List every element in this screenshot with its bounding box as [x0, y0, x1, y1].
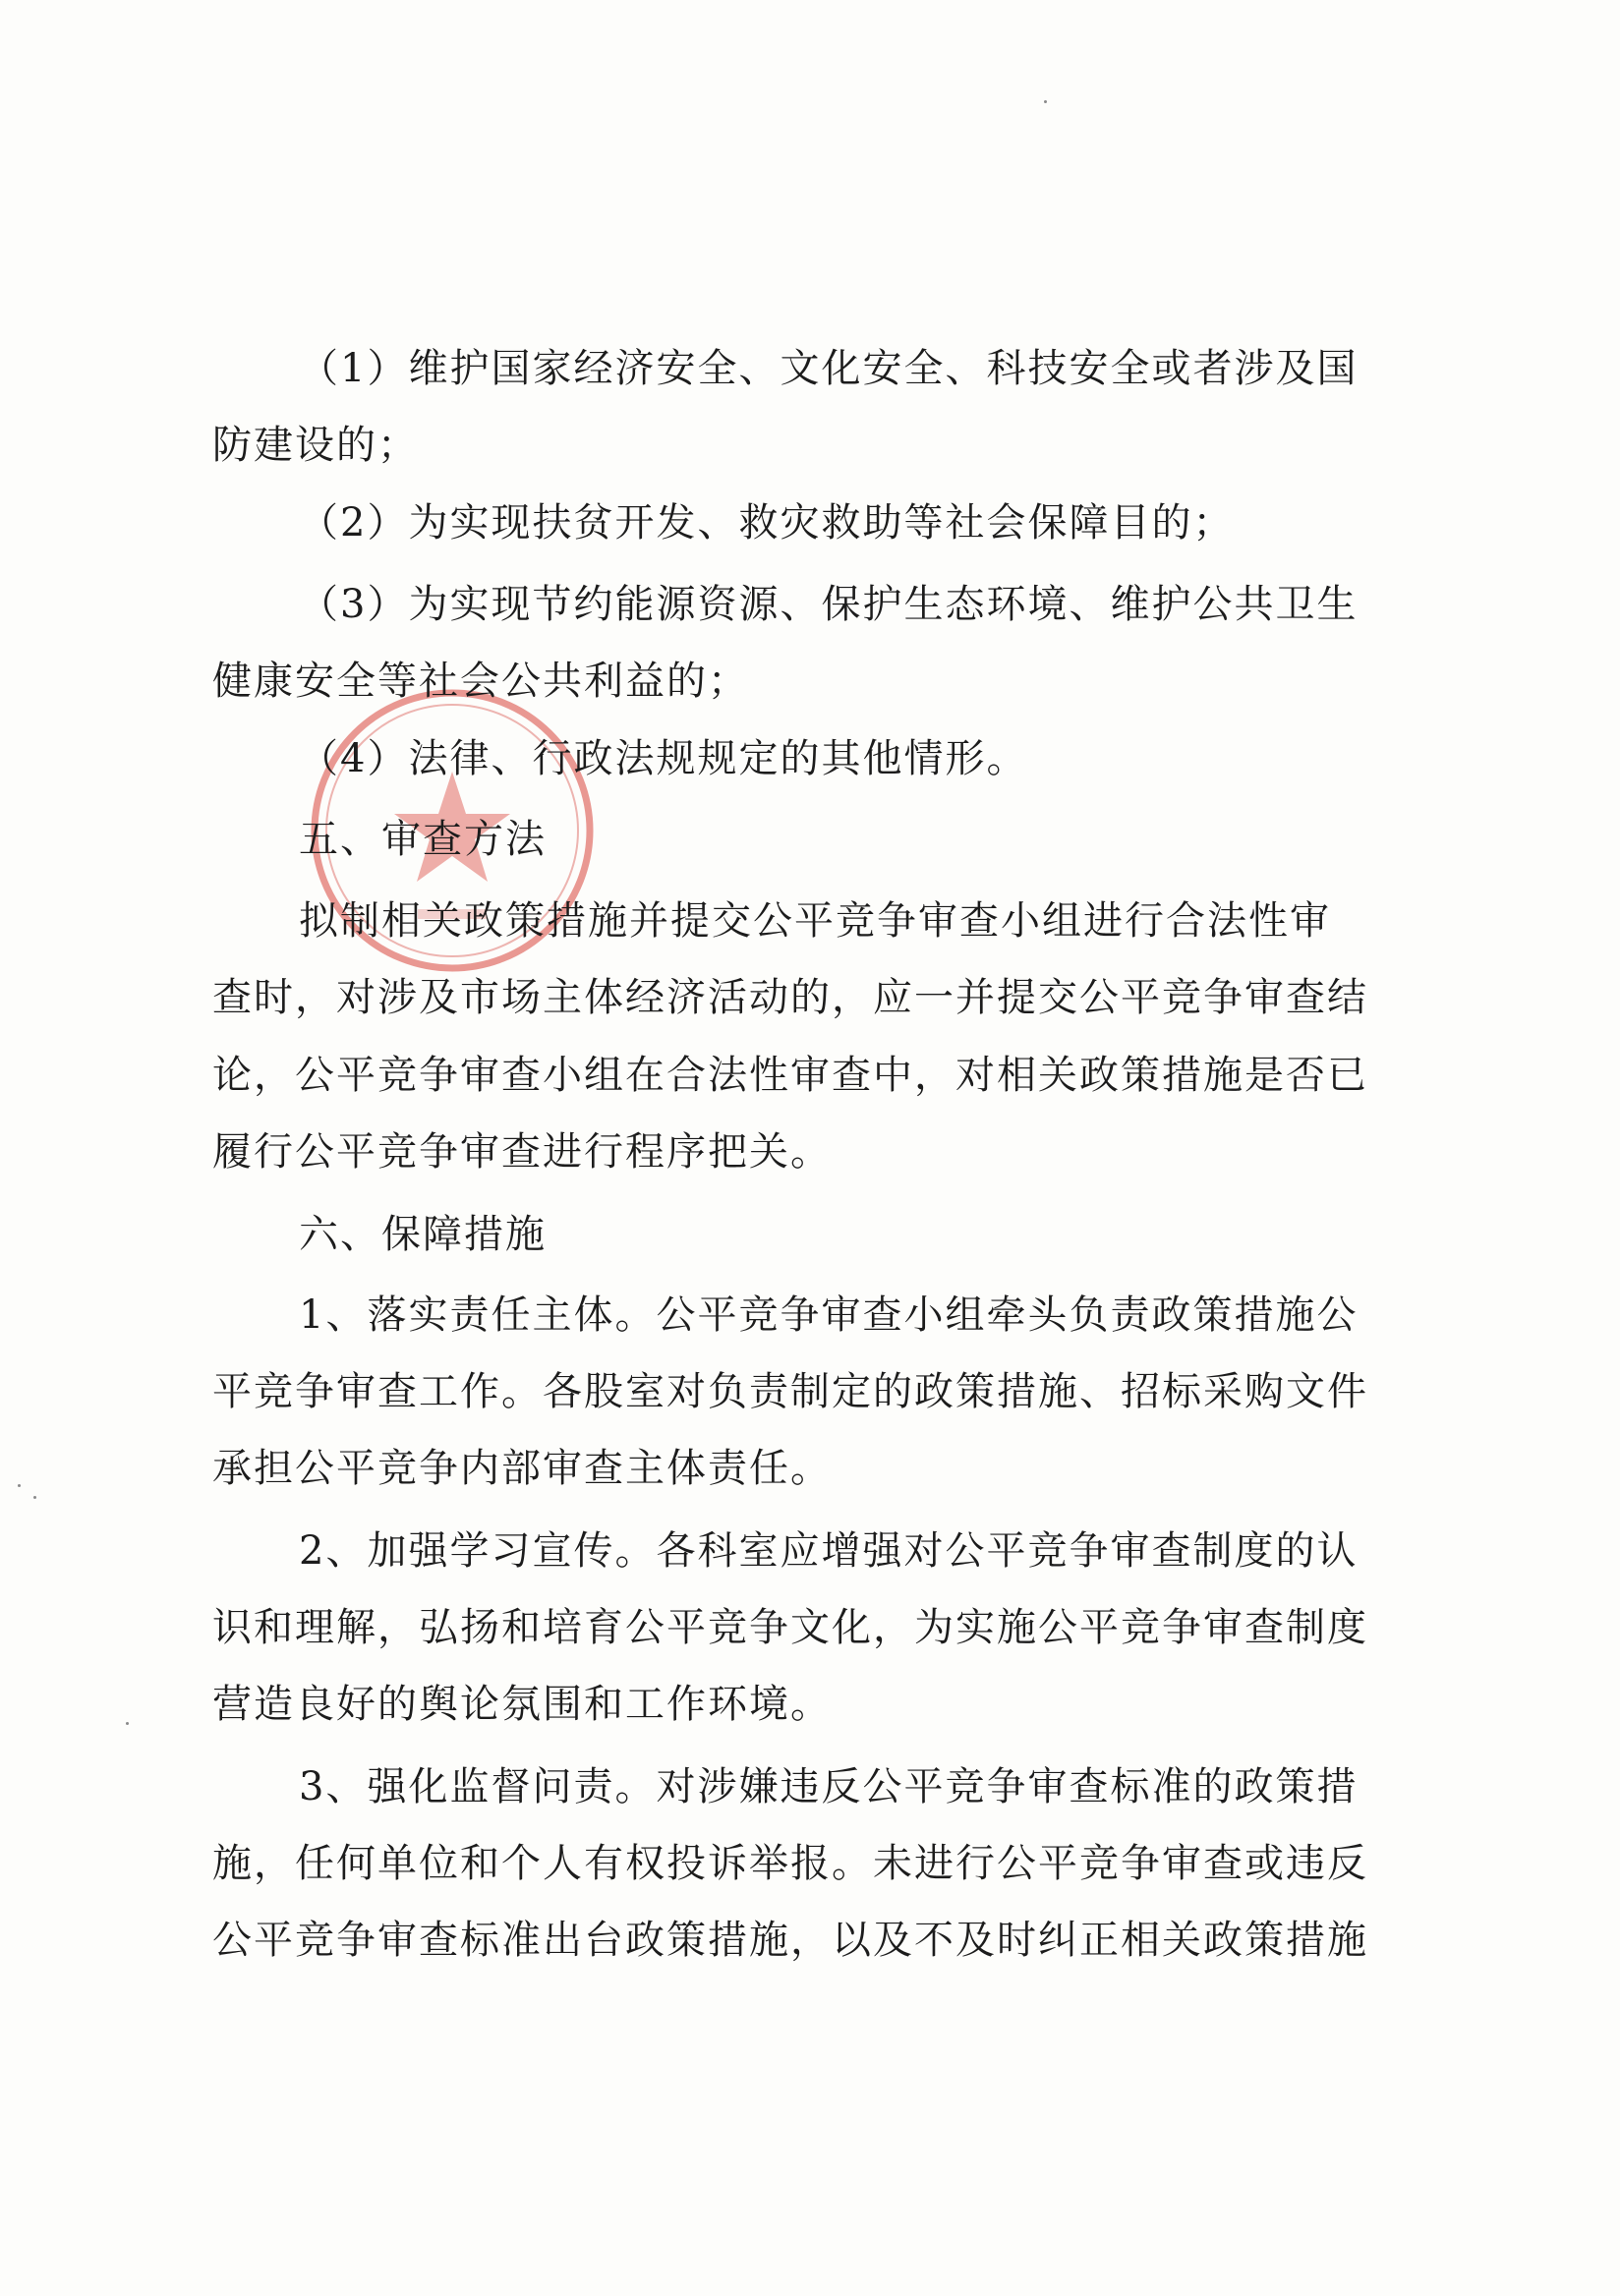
paragraph-line: 公平竞争审查标准出台政策措施，以及不及时纠正相关政策措施: [212, 1918, 1368, 1963]
paragraph-line: 施，任何单位和个人有权投诉举报。未进行公平竞争审查或违反: [212, 1841, 1368, 1886]
body-text: [212, 0, 1412, 2296]
paragraph-line: 3、强化监督问责。对涉嫌违反公平竞争审查标准的政策措: [299, 1764, 1359, 1809]
paragraph-line: 承担公平竞争内部审查主体责任。: [212, 1446, 832, 1491]
paragraph-line: 健康安全等社会公共利益的；: [212, 659, 749, 704]
paragraph-line: 查时，对涉及市场主体经济活动的，应一并提交公平竞争审查结: [212, 975, 1368, 1020]
scan-speck: [1044, 100, 1047, 103]
paragraph-line: 2、加强学习宣传。各科室应增强对公平竞争审查制度的认: [299, 1528, 1359, 1574]
paragraph-line: （3）为实现节约能源资源、保护生态环境、维护公共卫生: [299, 582, 1359, 627]
paragraph-line: 防建设的；: [212, 423, 419, 468]
paragraph-line: 履行公平竞争审查进行程序把关。: [212, 1129, 832, 1175]
scan-speck: [18, 1484, 21, 1487]
paragraph-line: 1、落实责任主体。公平竞争审查小组牵头负责政策措施公: [299, 1292, 1359, 1338]
paragraph-line: 拟制相关政策措施并提交公平竞争审查小组进行合法性审: [299, 898, 1331, 944]
paragraph-line: （4）法律、行政法规规定的其他情形。: [299, 736, 1028, 781]
scan-speck: [33, 1496, 36, 1499]
paragraph-line: 识和理解，弘扬和培育公平竞争文化，为实施公平竞争审查制度: [212, 1605, 1368, 1650]
paragraph-line: 论，公平竞争审查小组在合法性审查中，对相关政策措施是否已: [212, 1053, 1368, 1098]
paragraph-line: （1）维护国家经济安全、文化安全、科技安全或者涉及国: [299, 346, 1359, 391]
paragraph-line: 平竞争审查工作。各股室对负责制定的政策措施、招标采购文件: [212, 1369, 1368, 1414]
section-heading: 五、审查方法: [299, 817, 547, 862]
paragraph-line: （2）为实现扶贫开发、救灾救助等社会保障目的；: [299, 500, 1235, 545]
paragraph-line: 营造良好的舆论氛围和工作环境。: [212, 1682, 832, 1727]
scan-speck: [126, 1722, 129, 1725]
section-heading: 六、保障措施: [299, 1212, 547, 1257]
